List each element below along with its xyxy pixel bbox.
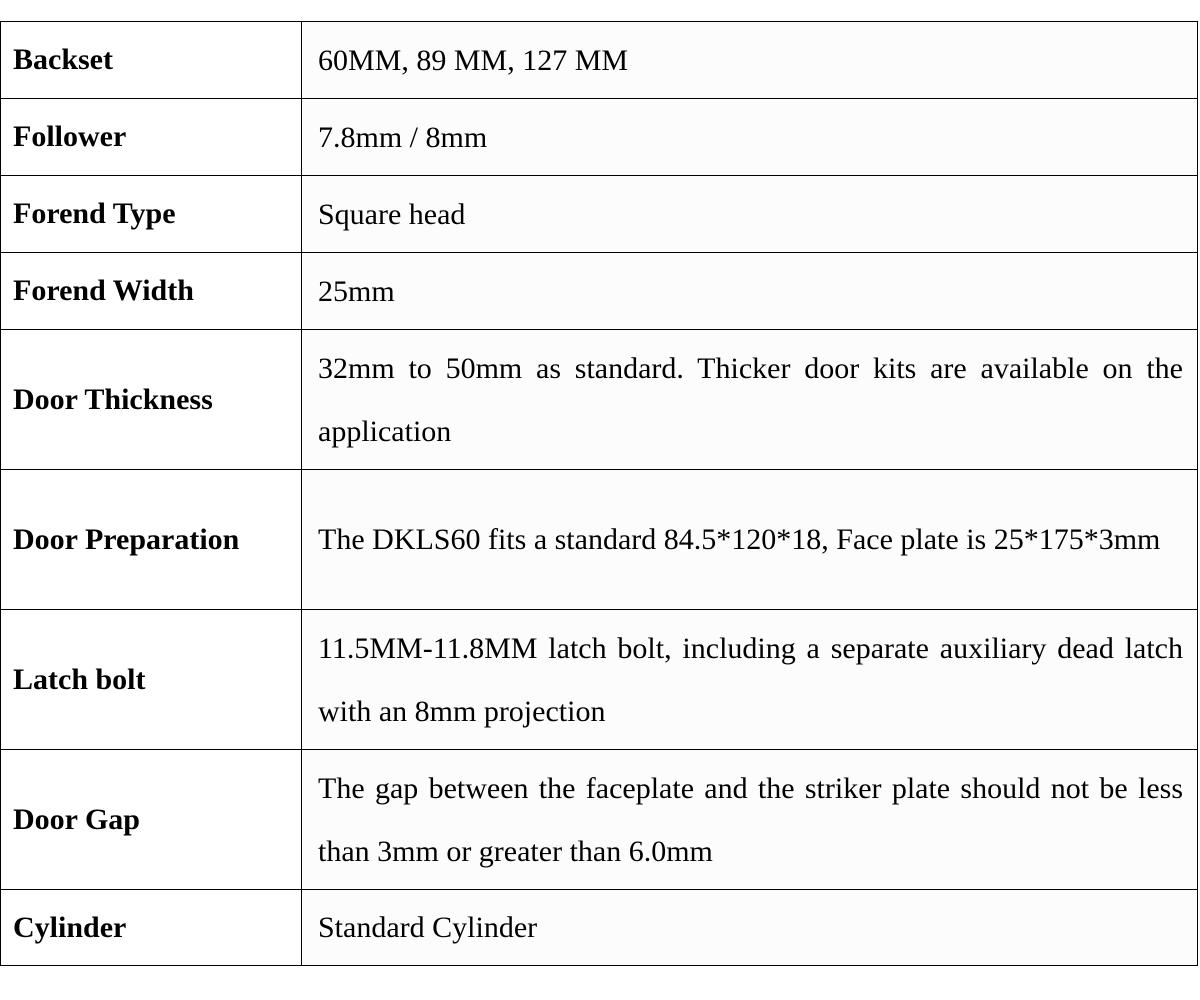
specification-table bbox=[0, 21, 1198, 966]
row-value: 60MM, 89 MM, 127 MM bbox=[302, 22, 1198, 99]
table-row bbox=[1, 610, 1198, 750]
row-value: 32mm to 50mm as standard. Thicker door kits are available on the application bbox=[302, 330, 1198, 470]
table-row bbox=[1, 253, 1198, 330]
row-label: Door Thickness bbox=[1, 330, 302, 470]
table-row bbox=[1, 99, 1198, 176]
table-row bbox=[1, 330, 1198, 470]
table-row bbox=[1, 750, 1198, 890]
row-value: 11.5MM-11.8MM latch bolt, including a separate auxiliary dead latch with an 8mm projection bbox=[302, 610, 1198, 750]
row-label: Follower bbox=[1, 99, 302, 176]
row-label: Forend Type bbox=[1, 176, 302, 253]
row-label: Latch bolt bbox=[1, 610, 302, 750]
row-value: The DKLS60 fits a standard 84.5*120*18, Face plate is 25*175*3mm bbox=[302, 470, 1198, 610]
row-label: Door Gap bbox=[1, 750, 302, 890]
row-label: Door Preparation bbox=[1, 470, 302, 610]
row-label: Cylinder bbox=[1, 890, 302, 966]
row-value: 7.8mm / 8mm bbox=[302, 99, 1198, 176]
row-label: Backset bbox=[1, 22, 302, 99]
table-row bbox=[1, 22, 1198, 99]
table-row bbox=[1, 176, 1198, 253]
row-value: Square head bbox=[302, 176, 1198, 253]
row-value: 25mm bbox=[302, 253, 1198, 330]
row-label: Forend Width bbox=[1, 253, 302, 330]
row-value: The gap between the faceplate and the striker plate should not be less than 3mm or greater than 6.0mm bbox=[302, 750, 1198, 890]
table-row bbox=[1, 890, 1198, 966]
table-row bbox=[1, 470, 1198, 610]
row-value: Standard Cylinder bbox=[302, 890, 1198, 966]
